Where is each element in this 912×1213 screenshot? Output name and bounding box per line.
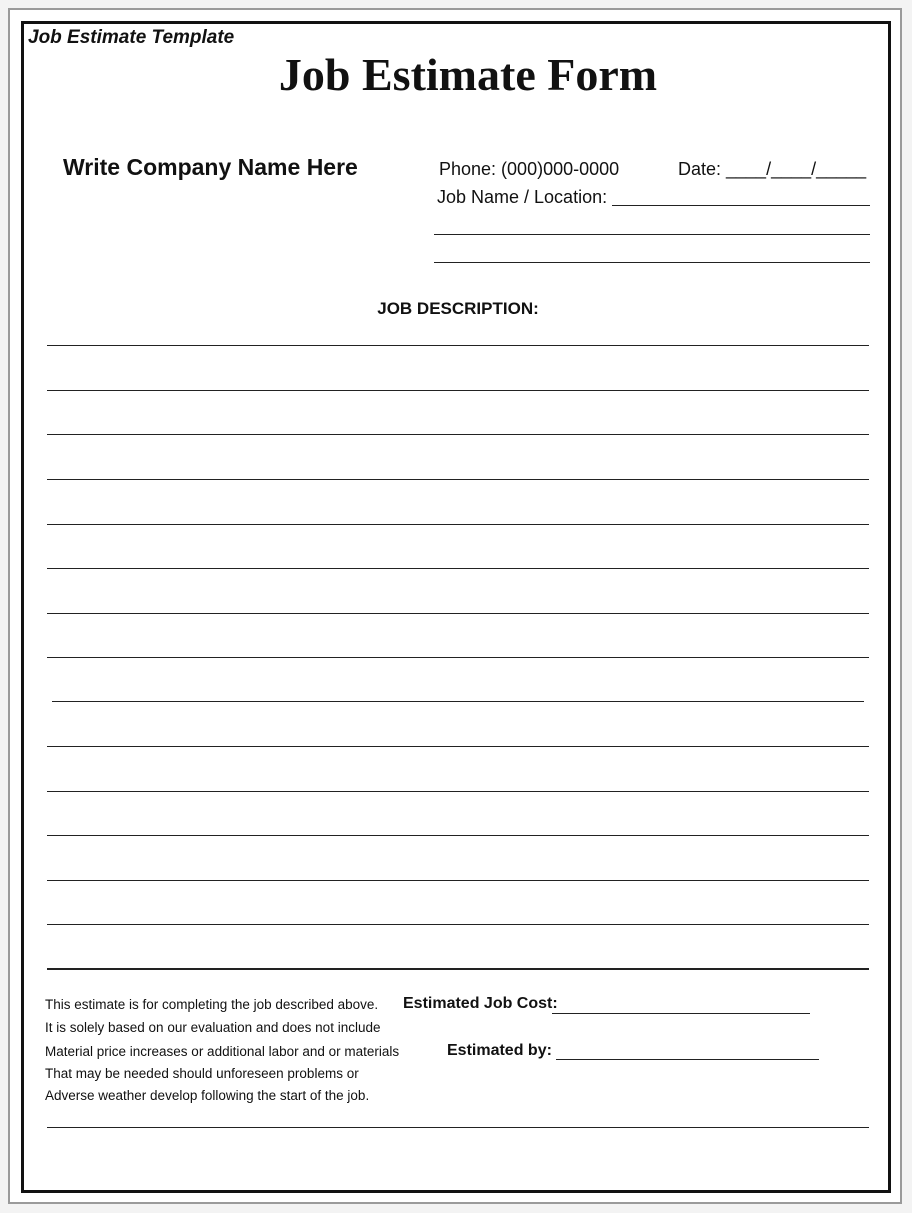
description-line[interactable] bbox=[47, 880, 869, 881]
description-line[interactable] bbox=[47, 791, 869, 792]
company-name-field[interactable]: Write Company Name Here bbox=[63, 154, 358, 180]
description-line[interactable] bbox=[47, 657, 869, 658]
date-field[interactable]: Date: ____/____/_____ bbox=[678, 159, 867, 179]
description-line[interactable] bbox=[47, 924, 869, 925]
estimated-cost-label: Estimated Job Cost: bbox=[403, 995, 558, 1012]
signature-line[interactable] bbox=[47, 1127, 869, 1128]
template-label: Job Estimate Template bbox=[28, 27, 235, 48]
job-name-location-label: Job Name / Location: bbox=[437, 187, 608, 207]
description-line[interactable] bbox=[47, 568, 869, 569]
description-line[interactable] bbox=[52, 701, 864, 702]
description-line[interactable] bbox=[47, 746, 869, 747]
description-line[interactable] bbox=[47, 835, 869, 836]
disclaimer-line: This estimate is for completing the job described above. bbox=[45, 997, 379, 1012]
estimated-by-line[interactable] bbox=[556, 1059, 819, 1060]
disclaimer-line: It is solely based on our evaluation and does not include bbox=[45, 1020, 381, 1035]
job-description-heading: JOB DESCRIPTION: bbox=[377, 299, 539, 318]
phone-field[interactable]: Phone: (000)000-0000 bbox=[439, 159, 620, 179]
job-location-line[interactable] bbox=[434, 262, 870, 263]
estimated-cost-line[interactable] bbox=[552, 1013, 810, 1014]
disclaimer-line: That may be needed should unforeseen problems or bbox=[45, 1066, 359, 1081]
job-location-line[interactable] bbox=[612, 205, 870, 206]
job-location-line[interactable] bbox=[434, 234, 870, 235]
description-line[interactable] bbox=[47, 613, 869, 614]
estimated-by-label: Estimated by: bbox=[447, 1042, 552, 1059]
description-line[interactable] bbox=[47, 968, 869, 970]
disclaimer-line: Adverse weather develop following the start of the job. bbox=[45, 1088, 370, 1103]
form-title: Job Estimate Form bbox=[278, 49, 658, 100]
disclaimer-line: Material price increases or additional labor and or materials bbox=[45, 1044, 400, 1059]
description-line[interactable] bbox=[47, 479, 869, 480]
description-line[interactable] bbox=[47, 345, 869, 346]
description-line[interactable] bbox=[47, 434, 869, 435]
description-line[interactable] bbox=[47, 524, 869, 525]
description-line[interactable] bbox=[47, 390, 869, 391]
